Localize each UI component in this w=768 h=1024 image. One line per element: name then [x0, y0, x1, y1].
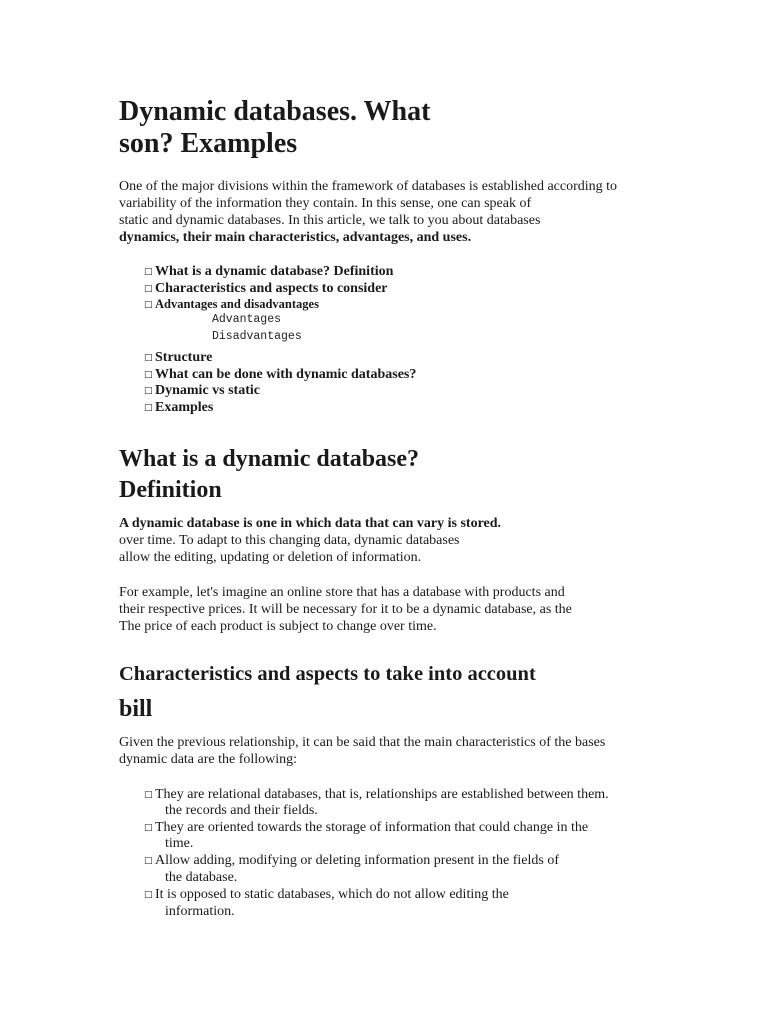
paragraph-line: their respective prices. It will be necessary for it to be a dynamic database, as the	[119, 602, 572, 617]
toc-item[interactable]	[144, 382, 260, 400]
section-heading-line-2: Definition	[119, 477, 222, 503]
toc-item-label: Dynamic vs static	[155, 383, 260, 398]
paragraph-line: over time. To adapt to this changing data, dynamic databases	[119, 533, 460, 548]
section-heading-line-1: Characteristics and aspects to take into account	[119, 663, 536, 685]
toc-item-label: Characteristics and aspects to consider	[155, 281, 388, 296]
toc-item[interactable]	[144, 399, 213, 417]
paragraph-line: allow the editing, updating or deletion of information.	[119, 550, 422, 565]
list-item-continuation: information.	[165, 904, 235, 919]
bullet-box-icon: □	[144, 267, 153, 277]
toc-item-label: What can be done with dynamic databases?	[155, 367, 417, 382]
toc-item-label: What is a dynamic database? Definition	[155, 264, 394, 279]
bullet-box-icon: □	[144, 370, 153, 380]
intro-line-bold: dynamics, their main characteristics, advantages, and uses.	[119, 230, 472, 245]
page-title-line-1: Dynamic databases. What	[119, 96, 431, 127]
list-item-text: They are oriented towards the storage of information that could change in the	[155, 820, 589, 835]
list-item-continuation: time.	[165, 836, 194, 851]
section-heading-line-1: What is a dynamic database?	[119, 446, 420, 472]
list-item	[144, 819, 588, 837]
paragraph-line: dynamic data are the following:	[119, 752, 298, 767]
bullet-box-icon: □	[144, 890, 153, 900]
bullet-box-icon: □	[144, 386, 153, 396]
paragraph-line: Given the previous relationship, it can be said that the main characteristics of the bases	[119, 735, 606, 750]
toc-item-label: Advantages and disadvantages	[155, 297, 319, 311]
toc-item-label: Structure	[155, 350, 213, 365]
toc-item-label: Examples	[155, 400, 214, 415]
intro-line: One of the major divisions within the framework of databases is established according to	[119, 179, 618, 194]
toc-subitem[interactable]: Advantages	[212, 313, 282, 326]
list-item	[144, 852, 559, 870]
bullet-box-icon: □	[144, 403, 153, 413]
list-item-text: Allow adding, modifying or deleting information present in the fields of	[155, 853, 559, 868]
list-item-text: It is opposed to static databases, which do not allow editing the	[155, 887, 509, 902]
bullet-box-icon: □	[144, 284, 153, 294]
paragraph-line-bold: A dynamic database is one in which data that can vary is stored.	[119, 516, 502, 531]
toc-subitem[interactable]: Disadvantages	[212, 330, 302, 343]
page-title-line-2: son? Examples	[119, 128, 298, 159]
list-item	[144, 886, 509, 904]
paragraph-line: For example, let's imagine an online store that has a database with products and	[119, 585, 565, 600]
intro-line: static and dynamic databases. In this article, we talk to you about databases	[119, 213, 541, 228]
bullet-box-icon: □	[144, 790, 153, 800]
bullet-box-icon: □	[144, 856, 153, 866]
list-item-text: They are relational databases, that is, relationships are established between them.	[155, 787, 609, 802]
list-item-continuation: the records and their fields.	[165, 803, 318, 818]
bullet-box-icon: □	[144, 300, 153, 310]
bullet-box-icon: □	[144, 823, 153, 833]
toc-item[interactable]	[144, 263, 393, 281]
bullet-box-icon: □	[144, 353, 153, 363]
toc-item[interactable]	[144, 349, 212, 367]
section-heading-line-2: bill	[119, 696, 153, 722]
list-item-continuation: the database.	[165, 870, 238, 885]
paragraph-line: The price of each product is subject to change over time.	[119, 619, 437, 634]
intro-line: variability of the information they contain. In this sense, one can speak of	[119, 196, 532, 211]
